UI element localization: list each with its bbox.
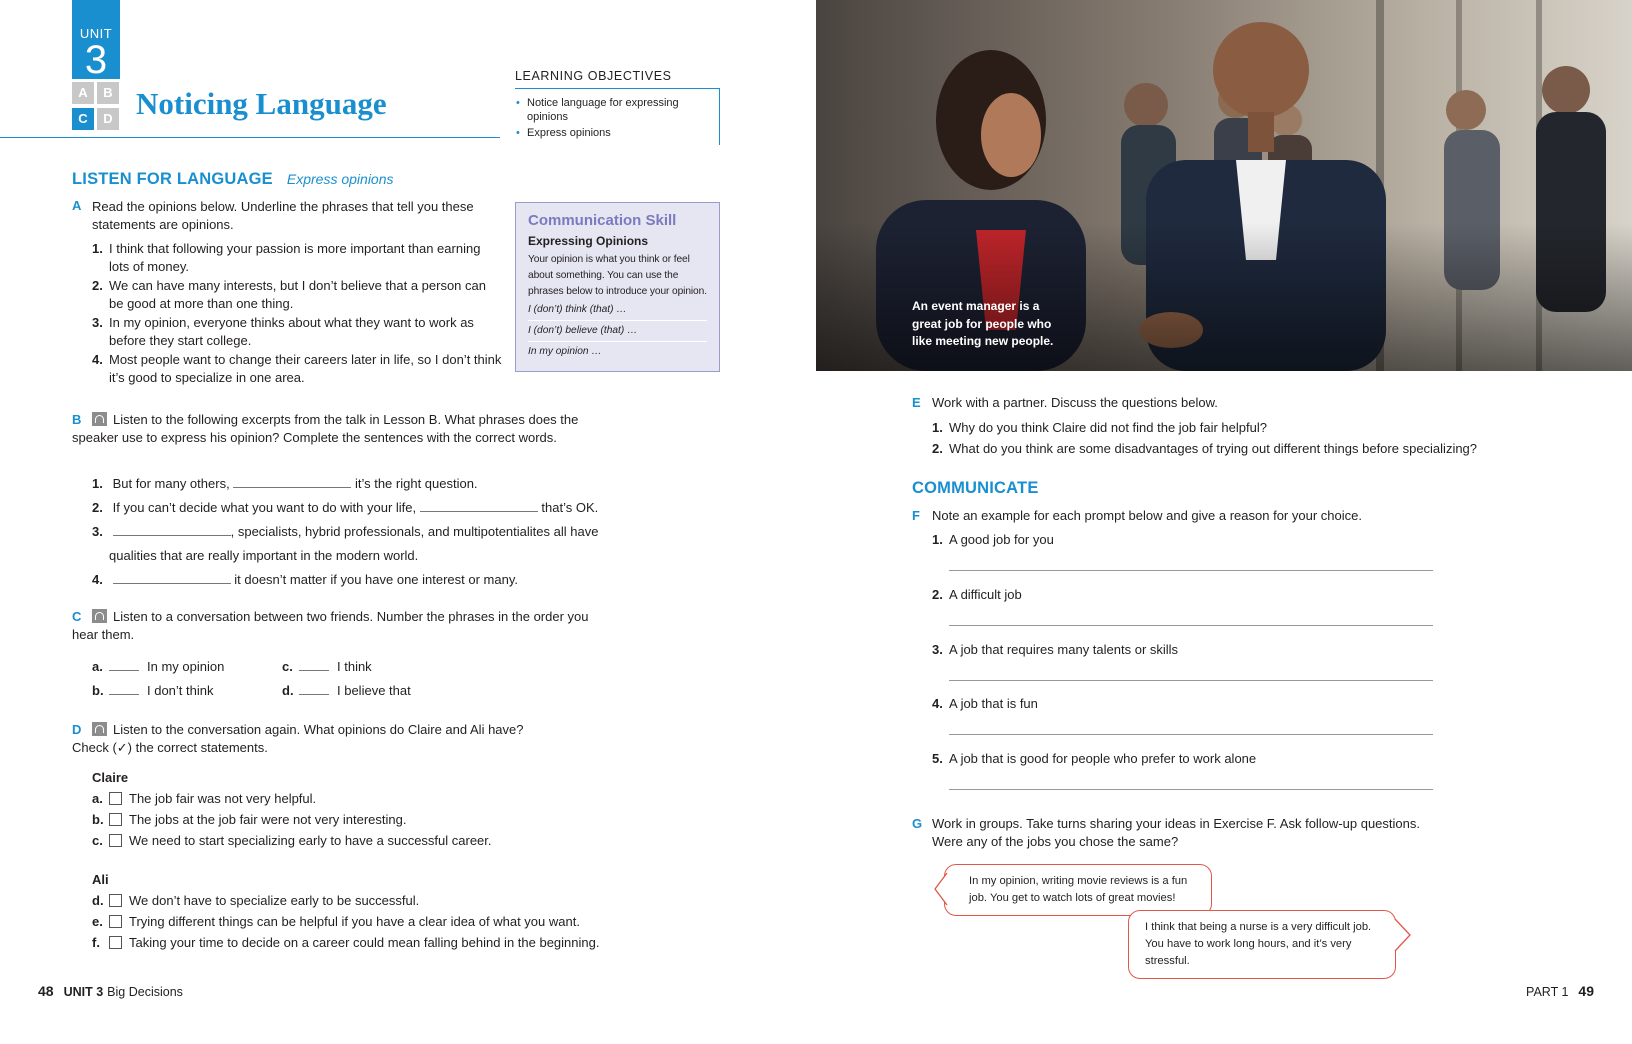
item-text: A job that is good for people who prefer to work alone [949,751,1257,766]
exercise-a-letter: A [72,198,82,213]
exercise-b-letter: B [72,412,82,427]
skill-example: I (don’t) believe (that) … [528,320,707,341]
item-text-after: that’s OK. [541,500,599,515]
item-text: We don’t have to specialize early to be successful. [129,893,420,908]
audio-icon[interactable] [92,609,107,623]
list-item-continuation: qualities that are really important in the modern world. [109,548,419,563]
bubble-text: In my opinion, writing movie reviews is a fun job. You get to watch lots of great movies! [969,875,1188,904]
exercise-b-items [92,475,652,595]
exercise-e-instruction: Work with a partner. Discuss the questions below. [932,395,1218,410]
item-number: d. [282,683,294,698]
check-item [92,790,652,811]
checkbox[interactable] [109,936,122,949]
item-text: What do you think are some disadvantages of trying out different things before specializing? [949,440,1478,456]
item-text: We need to start specializing early to have a successful career. [129,833,492,848]
lesson-d: D [97,108,119,130]
order-blank[interactable] [109,670,139,671]
listen-heading-text: LISTEN FOR LANGUAGE [72,170,273,188]
item-text: Taking your time to decide on a career could mean falling behind in the beginning. [129,935,600,950]
item-text-before: If you can’t decide what you want to do with your life, [112,500,417,515]
check-item [92,913,672,934]
item-number: 4. [92,352,103,367]
list-item [92,523,652,547]
item-number: 4. [932,696,943,711]
item-number: 1. [92,476,103,491]
title-rule [0,137,500,138]
item-text: I think [337,659,372,674]
unit-badge [72,0,120,82]
exercise-f-letter: F [912,508,920,523]
list-item [92,475,652,499]
audio-icon[interactable] [92,412,107,426]
learning-objectives-list [516,96,696,142]
ali-heading: Ali [92,872,109,887]
answer-line[interactable] [949,625,1433,626]
bubble-pointer-right [1394,918,1412,952]
item-text: A good job for you [949,532,1054,547]
checkbox[interactable] [109,792,122,805]
prompt-item [932,750,1256,768]
skill-title: Communication Skill [528,212,677,229]
prompt-item [932,641,1178,659]
checkbox[interactable] [109,894,122,907]
exercise-b [72,411,592,446]
footer-part: PART 1 [1526,985,1569,999]
listen-subheading: Express opinions [286,171,394,187]
list-item [92,240,504,275]
checkbox[interactable] [109,834,122,847]
item-text: In my opinion [147,659,225,674]
prompt-item [932,531,1054,549]
order-item [92,682,214,700]
objective-item: • Express opinions [516,126,696,140]
order-blank[interactable] [109,694,139,695]
item-number: e. [92,914,103,929]
answer-line[interactable] [949,680,1433,681]
exercise-d-ali [92,871,672,955]
exercise-a [72,198,504,386]
audio-icon[interactable] [92,722,107,736]
exercise-g [912,815,1432,850]
item-number: 3. [932,642,943,657]
item-text: A job that is fun [949,696,1038,711]
item-text-after: , specialists, hybrid professionals, and multipotentialites all have [230,524,599,539]
check-item [92,934,672,955]
page-number-left: 48 [38,983,54,999]
exercise-b-instruction: Listen to the following excerpts from the talk in Lesson B. What phrases does the speaker use to express his opinion? Complete the sentences with the correct words. [72,412,579,445]
item-number: 4. [92,572,103,587]
list-item [92,571,652,595]
item-text-after: it doesn’t matter if you have one interest or many. [234,572,518,587]
item-number: 5. [932,751,943,766]
list-item [932,440,1552,461]
lesson-b: B [97,82,119,104]
item-text: A job that requires many talents or skills [949,642,1179,657]
exercise-e-letter: E [912,395,921,410]
list-item [92,499,652,523]
exercise-g-letter: G [912,816,923,831]
item-text: Trying different things can be helpful if you have a clear idea of what you want. [129,914,580,929]
exercise-f-instruction: Note an example for each prompt below and give a reason for your choice. [932,508,1362,523]
item-text: I believe that [337,683,411,698]
exercise-d-instruction: Listen to the conversation again. What opinions do Claire and Ali have? Check (✓) the correct statements. [72,722,524,755]
exercise-c-instruction: Listen to a conversation between two friends. Number the phrases in the order you hear them. [72,609,589,642]
order-item [282,682,411,700]
exercise-c-letter: C [72,609,82,624]
order-blank[interactable] [299,694,329,695]
item-text: A difficult job [949,587,1022,602]
checkbox[interactable] [109,813,122,826]
exercise-g-instruction: Work in groups. Take turns sharing your ideas in Exercise F. Ask follow-up questions. Were any of the jobs you chose the same? [932,816,1420,849]
answer-blank[interactable] [113,535,231,536]
item-number: 2. [92,278,103,293]
item-text: I don’t think [147,683,214,698]
list-item [92,314,504,349]
answer-blank[interactable] [233,487,351,488]
item-text: I think that following your passion is more important than earning lots of money. [109,241,481,274]
page-title: Noticing Language [136,86,387,121]
photo-caption: An event manager is a great job for people who like meeting new people. [912,299,1054,348]
answer-blank[interactable] [420,511,538,512]
checkbox[interactable] [109,915,122,928]
exercise-d-letter: D [72,722,82,737]
item-text: We can have many interests, but I don’t believe that a person can be good at more than one thing. [109,278,486,311]
learning-objectives-heading: LEARNING OBJECTIVES [515,69,672,83]
exercise-c-items [92,658,492,706]
order-item [282,658,372,676]
lesson-c: C [72,108,94,130]
item-number: 2. [932,587,943,602]
item-number: a. [92,659,103,674]
exercise-f [912,507,1552,525]
list-item [92,351,504,386]
communication-skill-box [515,202,720,372]
skill-example: In my opinion … [528,341,707,362]
exercise-a-instruction: Read the opinions below. Underline the phrases that tell you these statements are opinions. [92,199,474,232]
order-item [92,658,224,676]
item-text: The job fair was not very helpful. [129,791,317,806]
exercise-d [72,721,552,756]
item-number: c. [282,659,293,674]
page-number-right: 49 [1578,983,1594,999]
order-blank[interactable] [299,670,329,671]
unit-label: UNIT [79,26,113,41]
speech-bubble-right [1128,910,1396,979]
item-text: In my opinion, everyone thinks about what they want to work as before they start college. [109,315,474,348]
claire-heading: Claire [92,770,129,785]
listen-section-heading [72,170,394,189]
check-item [92,892,672,913]
item-number: f. [92,935,100,950]
list-item [932,419,1552,440]
skill-body: Your opinion is what you think or feel about something. You can use the phrases below to introduce your opinion. [528,254,707,297]
item-number: 1. [932,419,943,435]
objective-item: • Notice language for expressing opinions [516,96,696,124]
item-number: 2. [92,500,103,515]
speech-bubble-left [944,864,1212,916]
item-number: 2. [932,440,943,456]
item-number: c. [92,833,103,848]
item-number: d. [92,893,104,908]
exercise-d-claire [92,769,652,853]
bubble-pointer-left [934,872,948,906]
answer-line[interactable] [949,570,1433,571]
footer-unit: UNIT 3 [63,985,104,999]
item-text: Most people want to change their careers later in life, so I don’t think it’s good to specialize in one area. [109,352,502,385]
item-number: 3. [92,524,103,539]
exercise-e [912,394,1552,461]
skill-subtitle: Expressing Opinions [528,234,649,248]
footer-left [38,983,183,999]
item-number: 1. [932,532,943,547]
item-number: b. [92,812,104,827]
unit-number: 3 [84,38,108,82]
item-text: The jobs at the job fair were not very interesting. [129,812,407,827]
footer-unit-title: Big Decisions [107,985,183,999]
skill-example: I (don’t) think (that) … [528,304,627,315]
answer-line[interactable] [949,789,1433,790]
lesson-a: A [72,82,94,104]
item-text: Why do you think Claire did not find the job fair helpful? [949,419,1267,435]
exercise-c [72,608,592,643]
bubble-text: I think that being a nurse is a very difficult job. You have to work long hours, and it’s very stressful. [1145,921,1372,967]
item-text-before: But for many others, [112,476,230,491]
prompt-item [932,586,1022,604]
check-item [92,832,652,853]
prompt-item [932,695,1038,713]
answer-line[interactable] [949,734,1433,735]
item-number: 3. [92,315,103,330]
answer-blank[interactable] [113,583,231,584]
item-text-after: it’s the right question. [354,476,478,491]
communicate-heading: COMMUNICATE [912,479,1039,497]
item-number: 1. [92,241,103,256]
item-number: b. [92,683,104,698]
check-item [92,811,652,832]
item-number: a. [92,791,103,806]
footer-right [1526,983,1594,999]
list-item [92,277,504,312]
